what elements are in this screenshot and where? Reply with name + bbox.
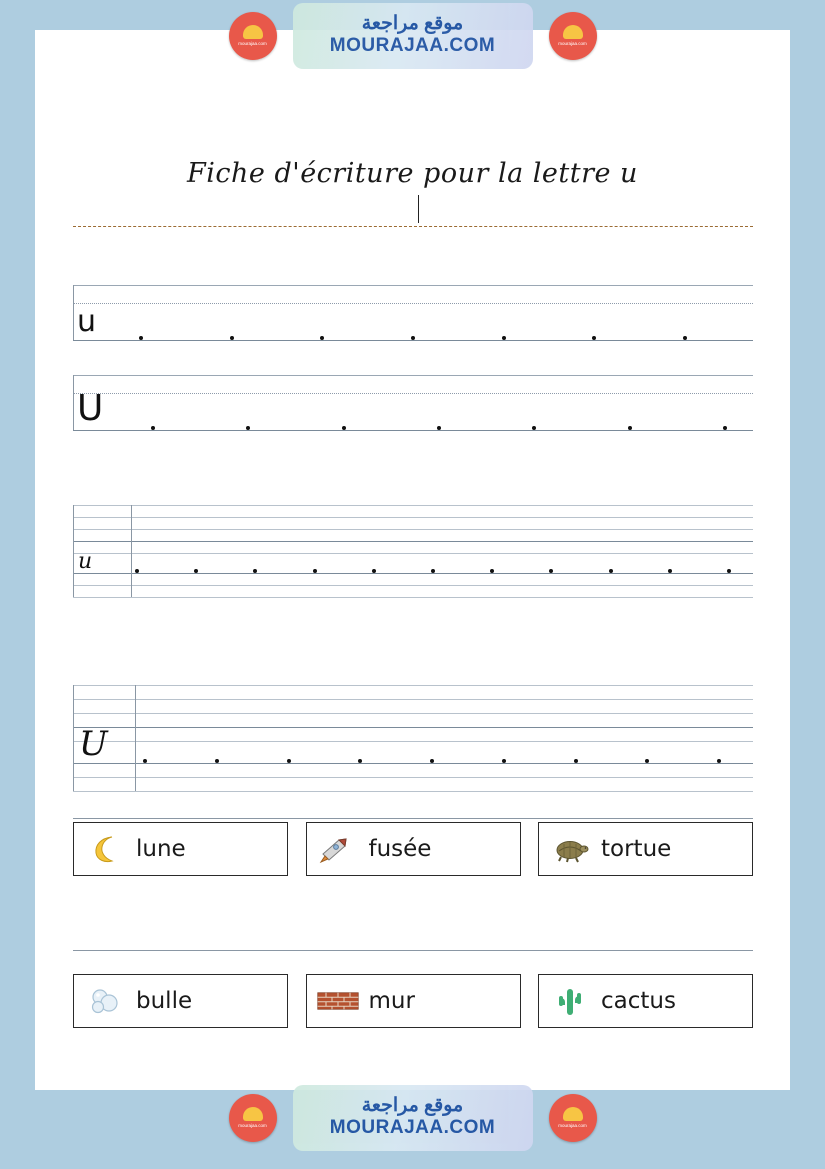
trace-dot — [717, 759, 721, 763]
trace-dot — [194, 569, 198, 573]
trace-dot — [372, 569, 376, 573]
trace-dot — [135, 569, 139, 573]
trace-dot — [139, 336, 143, 340]
trace-dot — [430, 759, 434, 763]
logo-caption: mourajaa.com — [558, 1123, 587, 1129]
word-label: tortue — [601, 836, 672, 862]
trace-dot — [723, 426, 727, 430]
model-letter-lowercase-cursive: u — [78, 549, 93, 574]
trace-dot — [727, 569, 731, 573]
word-label: mur — [368, 988, 415, 1014]
trace-dot — [215, 759, 219, 763]
trace-dot — [609, 569, 613, 573]
word-card[interactable] — [73, 974, 288, 1028]
title-divider — [73, 226, 753, 227]
logo-caption: mourajaa.com — [238, 1123, 267, 1129]
cactus-icon — [549, 983, 591, 1019]
mourajaa-logo-icon — [229, 1094, 277, 1142]
watermark-url-label: MOURAJAA.COM — [329, 35, 496, 57]
trace-dot — [143, 759, 147, 763]
logo-caption: mourajaa.com — [238, 41, 267, 47]
trace-dot — [668, 569, 672, 573]
trace-dot — [151, 426, 155, 430]
trace-dot — [313, 569, 317, 573]
model-letter-uppercase-print: U — [77, 388, 104, 429]
trace-dot — [574, 759, 578, 763]
word-card[interactable] — [538, 974, 753, 1028]
word-label: fusée — [368, 836, 432, 862]
rocket-icon — [317, 831, 359, 867]
trace-dot — [532, 426, 536, 430]
practice-row-uppercase-cursive — [73, 685, 753, 800]
trace-dot — [230, 336, 234, 340]
trace-dot — [287, 759, 291, 763]
trace-dot — [437, 426, 441, 430]
turtle-icon — [549, 831, 591, 867]
word-card-row-2 — [73, 974, 753, 1028]
trace-dot — [253, 569, 257, 573]
watermark-url-label: MOURAJAA.COM — [329, 1117, 496, 1139]
watermark-arabic-label: موقع مراجعة — [361, 13, 464, 35]
trace-dots-row-4 — [73, 759, 753, 763]
card-row-1-separator — [73, 818, 753, 819]
trace-dot — [358, 759, 362, 763]
watermark-pill — [293, 1085, 533, 1151]
worksheet-sheet — [35, 30, 790, 1090]
brick-wall-icon — [317, 983, 359, 1019]
trace-dot — [683, 336, 687, 340]
watermark-banner-bottom — [0, 1082, 825, 1154]
practice-row-lowercase-print — [73, 285, 753, 345]
trace-dot — [549, 569, 553, 573]
trace-dot — [645, 759, 649, 763]
model-letter-uppercase-cursive: U — [79, 724, 108, 764]
trace-dot — [411, 336, 415, 340]
page-title: Fiche d'écriture pour la lettre u — [187, 158, 638, 189]
trace-dots-row-2 — [73, 426, 753, 430]
trace-dot — [490, 569, 494, 573]
trace-dot — [592, 336, 596, 340]
word-label: cactus — [601, 988, 676, 1014]
card-row-2-separator — [73, 950, 753, 951]
trace-dot — [431, 569, 435, 573]
trace-dot — [628, 426, 632, 430]
trace-dot — [246, 426, 250, 430]
word-card[interactable] — [306, 974, 521, 1028]
trace-dot — [502, 759, 506, 763]
word-card[interactable] — [306, 822, 521, 876]
mourajaa-logo-icon — [549, 1094, 597, 1142]
title-pen-stroke — [418, 195, 419, 223]
word-card[interactable] — [73, 822, 288, 876]
word-card-row-1 — [73, 822, 753, 876]
trace-dots-row-3 — [73, 569, 753, 573]
trace-dot — [320, 336, 324, 340]
practice-row-uppercase-print — [73, 375, 753, 435]
bubbles-icon — [84, 983, 126, 1019]
watermark-arabic-label: موقع مراجعة — [361, 1095, 464, 1117]
word-label: lune — [136, 836, 186, 862]
word-card[interactable] — [538, 822, 753, 876]
trace-dot — [502, 336, 506, 340]
word-label: bulle — [136, 988, 193, 1014]
logo-mark — [243, 1107, 263, 1121]
practice-row-lowercase-cursive — [73, 505, 753, 615]
trace-dots-row-1 — [73, 336, 753, 340]
logo-caption: mourajaa.com — [558, 41, 587, 47]
logo-mark — [563, 1107, 583, 1121]
trace-dot — [342, 426, 346, 430]
model-letter-lowercase-print: u — [77, 304, 97, 339]
moon-icon — [84, 831, 126, 867]
